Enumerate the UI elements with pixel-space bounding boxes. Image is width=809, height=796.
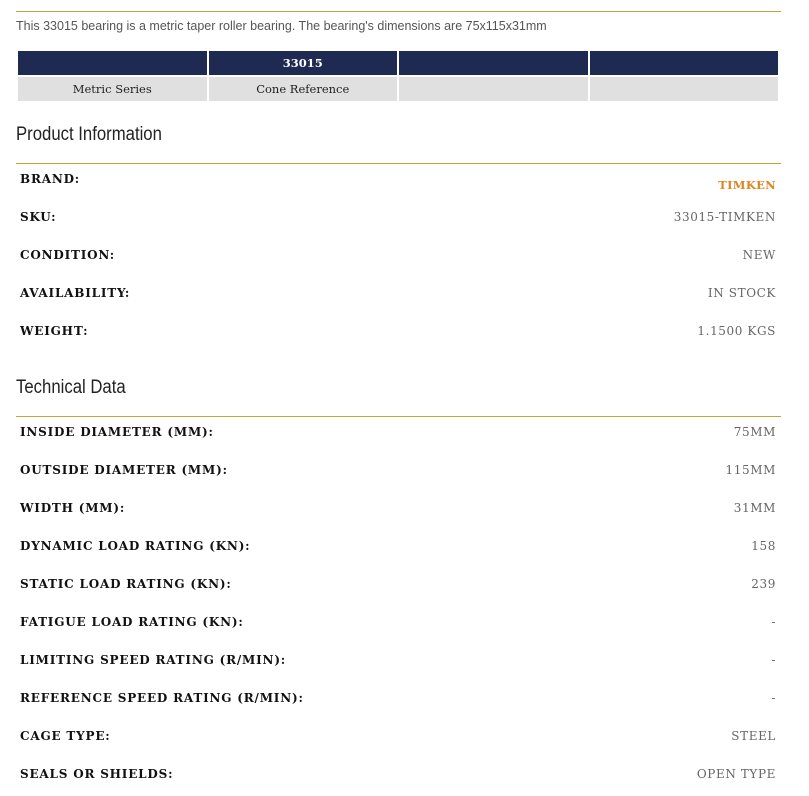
spec-label: BRAND: — [20, 172, 81, 186]
spec-value: 1.1500 KGS — [697, 324, 776, 338]
top-divider — [16, 11, 781, 12]
spec-row-width — [20, 501, 776, 521]
spec-row-seals — [20, 767, 776, 787]
spec-row-availability — [20, 286, 776, 306]
reference-table-row — [17, 76, 779, 102]
product-information-divider — [16, 163, 781, 164]
reference-table — [16, 49, 780, 103]
spec-value: OPEN TYPE — [696, 767, 776, 781]
technical-data-title: Technical Data — [16, 377, 126, 398]
spec-label: SEALS OR SHIELDS: — [20, 767, 174, 781]
spec-row-sku — [20, 210, 776, 230]
reference-table-cell: Cone Reference — [208, 76, 399, 102]
spec-label: STATIC LOAD RATING (KN): — [20, 577, 232, 591]
reference-table-header-cell — [17, 50, 208, 76]
spec-row-weight — [20, 324, 776, 344]
reference-table-cell: Metric Series — [17, 76, 208, 102]
spec-value: NEW — [742, 248, 776, 262]
reference-table-header-cell — [589, 50, 780, 76]
reference-table-header-cell — [398, 50, 589, 76]
spec-value: - — [771, 653, 776, 667]
spec-value: 158 — [751, 539, 776, 553]
product-information-title: Product Information — [16, 124, 162, 145]
spec-row-reference-speed — [20, 691, 776, 711]
spec-value: 31MM — [733, 501, 776, 515]
spec-label: AVAILABILITY: — [20, 286, 131, 300]
spec-value: 115MM — [725, 463, 776, 477]
spec-value: STEEL — [731, 729, 776, 743]
spec-label: CAGE TYPE: — [20, 729, 111, 743]
spec-label: CONDITION: — [20, 248, 115, 262]
spec-label: OUTSIDE DIAMETER (MM): — [20, 463, 228, 477]
spec-value: 75MM — [733, 425, 776, 439]
spec-row-limiting-speed — [20, 653, 776, 673]
spec-row-inside-diameter — [20, 425, 776, 445]
spec-row-static-load — [20, 577, 776, 597]
spec-value: - — [771, 691, 776, 705]
spec-value: IN STOCK — [707, 286, 776, 300]
spec-value: 239 — [751, 577, 776, 591]
reference-table-cell — [589, 76, 780, 102]
spec-label: WEIGHT: — [20, 324, 89, 338]
spec-value: 33015-TIMKEN — [673, 210, 776, 224]
spec-row-cage-type — [20, 729, 776, 749]
spec-row-condition — [20, 248, 776, 268]
spec-label: INSIDE DIAMETER (MM): — [20, 425, 214, 439]
spec-label: WIDTH (MM): — [20, 501, 126, 515]
reference-table-header-cell: 33015 — [208, 50, 399, 76]
spec-label: SKU: — [20, 210, 57, 224]
spec-row-brand — [20, 172, 776, 192]
spec-row-dynamic-load — [20, 539, 776, 559]
spec-label: LIMITING SPEED RATING (R/MIN): — [20, 653, 287, 667]
reference-table-header-row — [17, 50, 779, 76]
reference-table-cell — [398, 76, 589, 102]
spec-label: DYNAMIC LOAD RATING (KN): — [20, 539, 251, 553]
spec-row-outside-diameter — [20, 463, 776, 483]
spec-label: REFERENCE SPEED RATING (R/MIN): — [20, 691, 304, 705]
technical-data-divider — [16, 416, 781, 417]
brand-link[interactable]: TIMKEN — [718, 178, 776, 192]
spec-row-fatigue-load — [20, 615, 776, 635]
spec-label: FATIGUE LOAD RATING (KN): — [20, 615, 244, 629]
product-description: This 33015 bearing is a metric taper roller bearing. The bearing's dimensions are 75x115x31mm — [16, 19, 547, 33]
spec-value: - — [771, 615, 776, 629]
